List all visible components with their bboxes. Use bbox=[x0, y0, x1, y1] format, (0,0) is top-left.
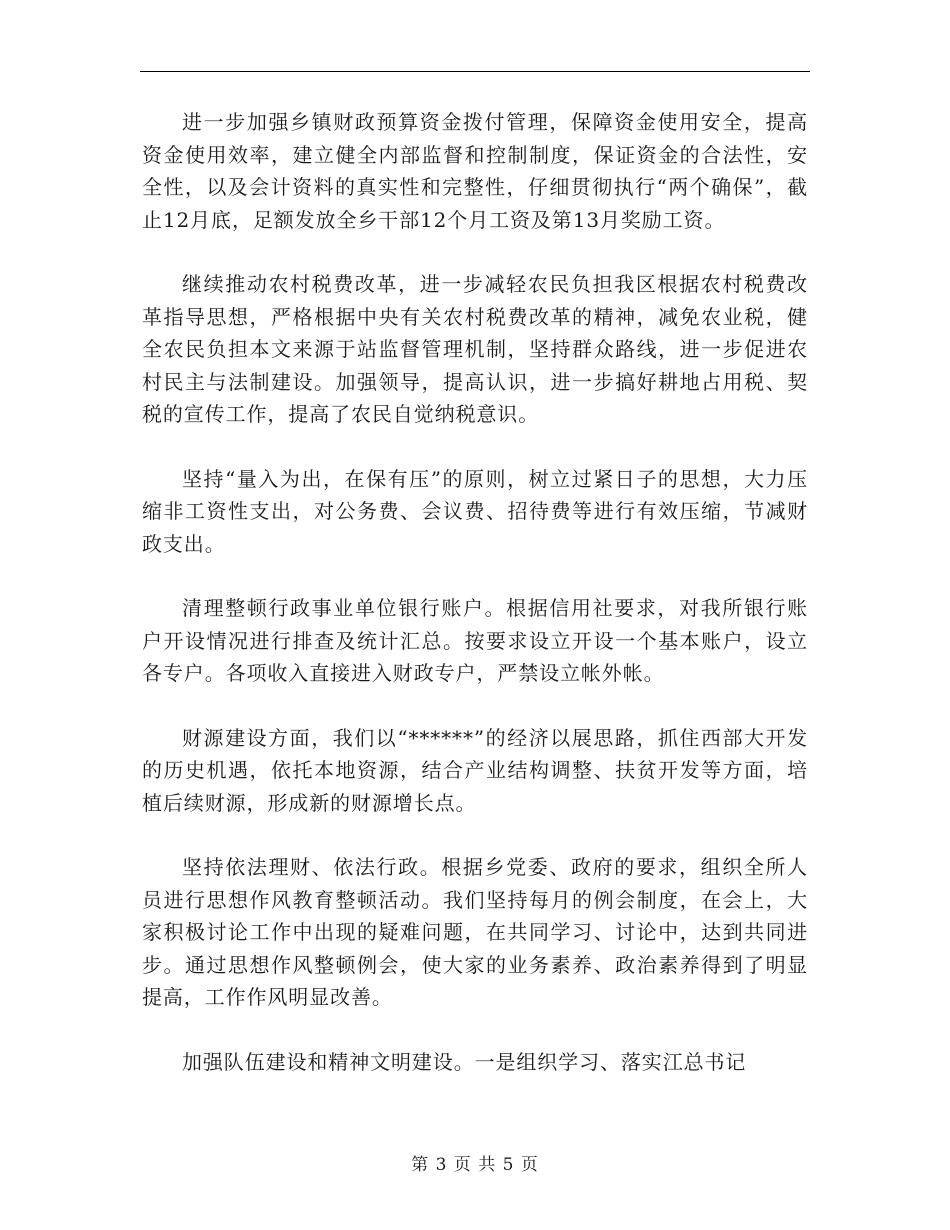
paragraph-expense-control: 坚持“量入为出，在保有压”的原则，树立过紧日子的思想，大力压缩非工资性支出，对公务费、会议费、招待费等进行有效压缩，节减财政支出。 bbox=[142, 466, 808, 556]
paragraph-revenue-building: 财源建设方面，我们以“******”的经济以展思路，抓住西部大开发的历史机遇，依托本地资源，结合产业结构调整、扶贫开发等方面，培植后续财源，形成新的财源增长点。 bbox=[142, 725, 808, 815]
header-rule bbox=[140, 71, 810, 72]
paragraph-bank-accounts: 清理整顿行政事业单位银行账户。根据信用社要求，对我所银行账户开设情况进行排查及统计汇总。按要求设立开设一个基本账户，设立各专户。各项收入直接进入财政专户，严禁设立帐外帐。 bbox=[142, 596, 808, 685]
paragraph-rural-tax-reform: 继续推动农村税费改革，进一步减轻农民负担我区根据农村税费改革指导思想，严格根据中央有关农村税费改革的精神，减免农业税，健全农民负担本文来源于站监督管理机制，坚持群众路线，进一步促进农村民主与法制建设。加强领导，提高认识，进一步搞好耕地占用税、契税的宣传工作，提高了农民自觉纳税意识。 bbox=[142, 272, 808, 426]
page-number-footer: 第 3 页 共 5 页 bbox=[411, 1155, 539, 1175]
paragraph-budget-management: 进一步加强乡镇财政预算资金拨付管理，保障资金使用安全，提高资金使用效率，建立健全内部监督和控制制度，保证资金的合法性，安全性，以及会计资料的真实性和完整性，仔细贯彻执行“两个确保”，截止12月底，足额发放全乡干部12个月工资及第13月奖励工资。 bbox=[142, 110, 808, 232]
paragraph-rule-of-law: 坚持依法理财、依法行政。根据乡党委、政府的要求，组织全所人员进行思想作风教育整顿活动。我们坚持每月的例会制度，在会上，大家积极讨论工作中出现的疑难问题，在共同学习、讨论中，达到共同进步。通过思想作风整顿例会，使大家的业务素养、政治素养得到了明显提高，工作作风明显改善。 bbox=[142, 855, 808, 1009]
document-body bbox=[142, 106, 808, 1078]
paragraph-team-building: 加强队伍建设和精神文明建设。一是组织学习、落实江总书记 bbox=[182, 1049, 747, 1074]
